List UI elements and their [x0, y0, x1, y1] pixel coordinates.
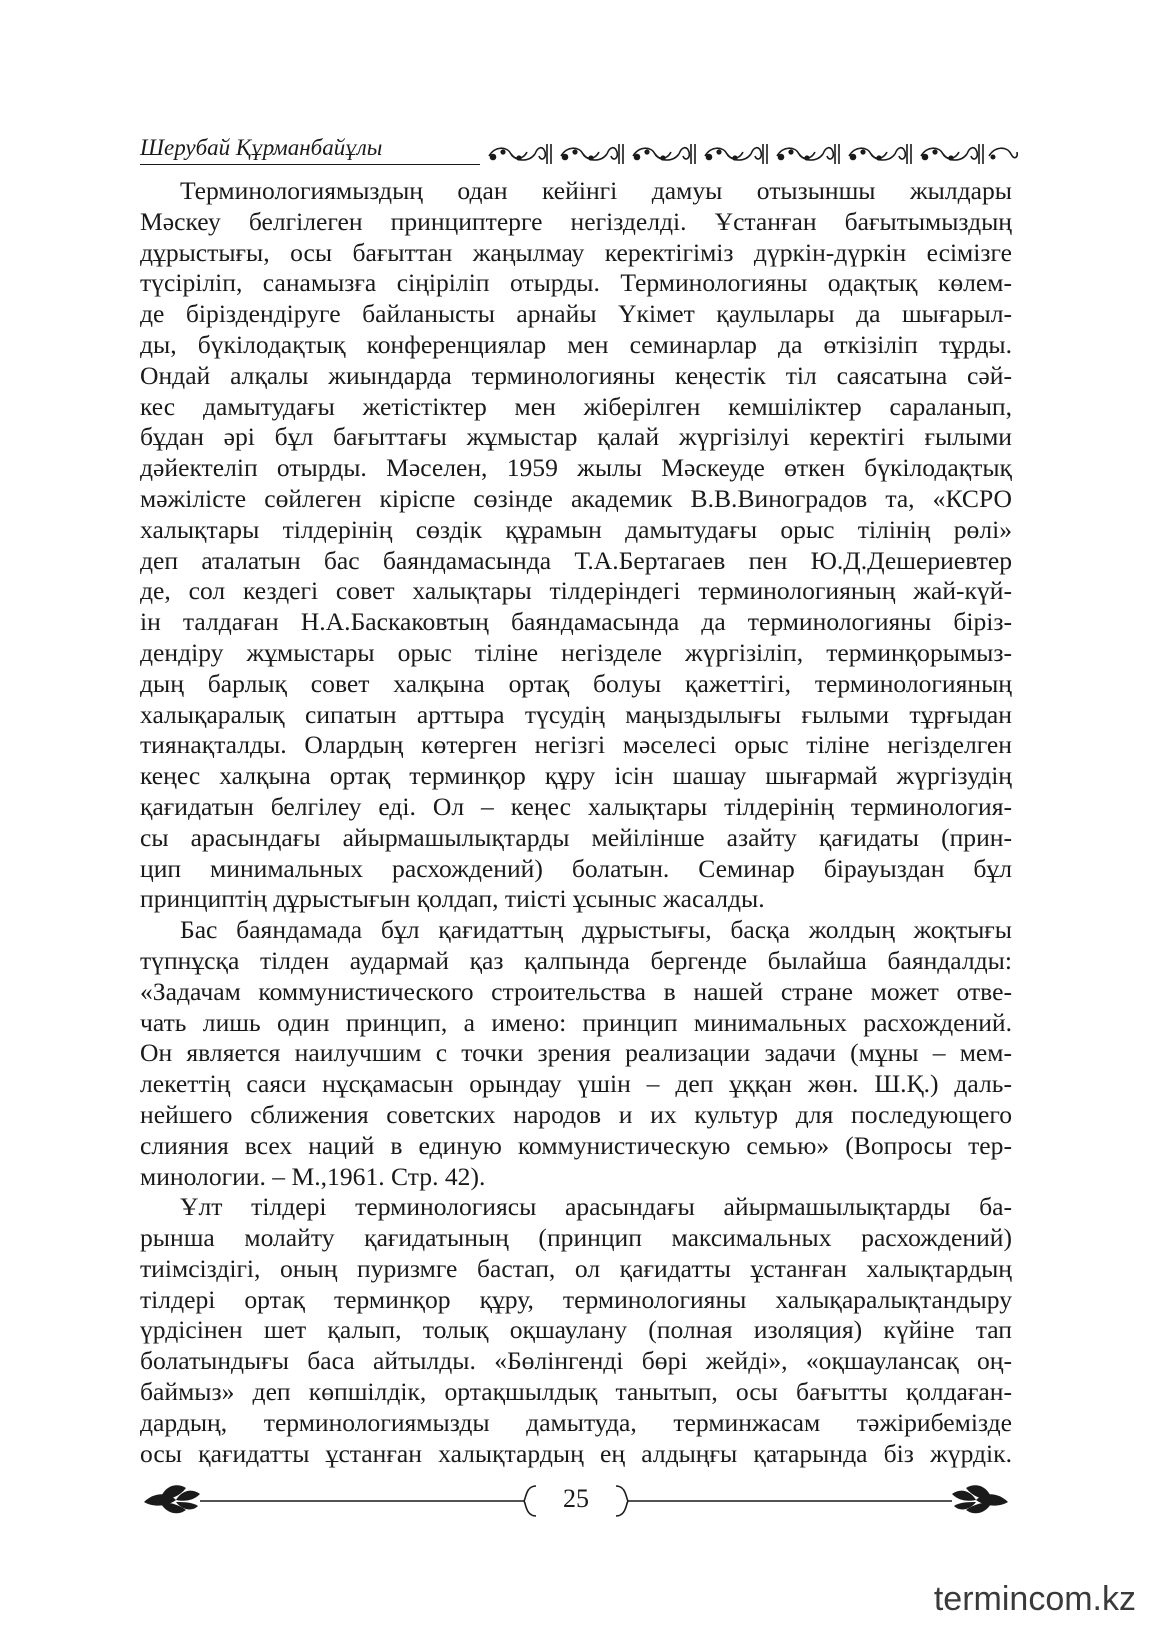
text-line: дендіру жұмыстары орыс тіліне негізделе жүргізіліп, терминқорымыз-: [140, 637, 1012, 667]
text-line: халықаралық сипатын арттыра түсудің маңыздылығы ғылыми тұрғыдан: [140, 699, 1012, 729]
text-line: чать лишь один принцип, а имено: принцип минимальных расхождений.: [140, 1007, 1012, 1037]
text-line: рынша молайту қағидатының (принцип максимальных расхождений): [140, 1223, 1012, 1253]
text-line: тілдері ортақ терминқор құру, терминологияны халықаралықтандыру: [140, 1284, 1012, 1314]
text-line: тиянақталды. Олардың көтерген негізгі мәселесі орыс тіліне негізделген: [140, 730, 1012, 760]
text-line: баймыз» деп көпшілдік, ортақшылдық танытып, осы бағытты қолдаған-: [140, 1377, 1012, 1407]
paragraph-2: [140, 915, 1012, 1192]
text-line: принциптің дұрыстығын қолдап, тиісті ұсыныс жасалды.: [140, 884, 765, 914]
text-line: слияния всех наций в единую коммунистическую семью» (Вопросы тер-: [140, 1130, 1012, 1160]
text-line: Терминологиямыздың одан кейінгі дамуы отызыншы жылдары: [180, 176, 1012, 205]
text-line: Он является наилучшим с точки зрения реализации задачи (мұны – мем-: [140, 1038, 1012, 1068]
text-line: кеңес халқына ортақ терминқор құру ісін шашау шығармай жүргізудің: [140, 761, 1012, 791]
page-footer: [140, 1478, 1012, 1522]
text-line: тиімсіздігі, оның пуризмге бастап, ол қағидатты ұстанған халықтардың: [140, 1253, 1012, 1283]
paragraph-3: [140, 1192, 1012, 1469]
paragraph-1: [140, 176, 1012, 915]
header-rule: [140, 164, 480, 165]
text-line: «Задачам коммунистического строительства в нашей стране может отве-: [140, 976, 1012, 1006]
text-line: ды, бүкілодақтық конференциялар мен семинарлар да өткізіліп тұрды.: [140, 329, 1012, 359]
text-line: де, сол кездегі совет халықтары тілдеріндегі терминологияның жай-күй-: [140, 576, 1012, 606]
text-line: болатындығы баса айтылды. «Бөлінгенді бөрі жейді», «оқшаулансақ оң-: [140, 1346, 1012, 1376]
text-line: деп аталатын бас баяндамасында Т.А.Бертагаев пен Ю.Д.Дешериевтер: [140, 545, 1012, 575]
running-header: [140, 134, 1020, 170]
text-line: лекеттің саяси нұсқамасын орындау үшін – деп ұққан жөн. Ш.Қ.) даль-: [140, 1069, 1012, 1099]
text-line: Бас баяндамада бұл қағидаттың дұрыстығы, басқа жолдың жоқтығы: [180, 915, 1012, 945]
text-line: үрдісінен шет қалып, толық оқшаулану (полная изоляция) күйіне тап: [140, 1315, 1012, 1345]
text-line: халықтары тілдерінің сөздік құрамын дамытудағы орыс тілінің рөлі»: [140, 514, 1012, 544]
text-line: мәжілісте сөйлеген кіріспе сөзінде академик В.В.Виноградов та, «КСРО: [140, 483, 1012, 513]
site-watermark-logo: [934, 1575, 1136, 1623]
text-line: түпнұсқа тілден аудармай қаз қалпында бергенде былайша баяндалды:: [140, 945, 1012, 975]
text-line: минологии. – М.,1961. Стр. 42).: [140, 1161, 486, 1191]
text-line: Ондай алқалы жиындарда терминологияны кеңестік тіл саясатына сәй-: [140, 360, 1012, 390]
text-line: қағидатын белгілеу еді. Ол – кеңес халықтары тілдерінің терминология-: [140, 791, 1012, 821]
text-line: нейшего сближения советских народов и их культур для последующего: [140, 1099, 1012, 1129]
header-author: Шерубай Құрманбайұлы: [140, 135, 383, 160]
text-line: кес дамытудағы жетістіктер мен жіберілген кемшіліктер сараланып,: [140, 391, 1012, 421]
text-line: осы қағидатты ұстанған халықтардың ең алдыңғы қатарында біз жүрдік.: [140, 1438, 1012, 1468]
page-number: 25: [563, 1484, 589, 1513]
text-line: дың барлық совет халқына ортақ болуы қажеттігі, терминологияның: [140, 668, 1012, 698]
body-text: [140, 176, 1012, 1469]
text-line: ін талдаған Н.А.Баскаковтың баяндамасында да терминологияны біріз-: [140, 607, 1012, 637]
text-line: бұдан әрі бұл бағыттағы жұмыстар қалай жүргізілуі керектігі ғылыми: [140, 422, 1012, 452]
text-line: де біріздендіруге байланысты арнайы Үкімет қаулылары да шығарыл-: [140, 299, 1012, 329]
text-line: цип минимальных расхождений) болатын. Семинар бірауыздан бұл: [140, 853, 1012, 883]
text-line: Мәскеу белгілеген принциптерге негізделді. Ұстанған бағытымыздың: [140, 206, 1012, 236]
text-line: дардың, терминологиямызды дамытуда, терминжасам тәжірибемізде: [140, 1407, 1012, 1437]
text-line: түсіріліп, санамызға сіңіріліп отырды. Терминологияны одақтық көлем-: [140, 268, 1012, 298]
watermark-text: termincom.kz: [933, 1579, 1136, 1618]
header-ornament-icon: [485, 140, 1020, 168]
text-line: сы арасындағы айырмашылықтарды мейілінше азайту қағидаты (прин-: [140, 822, 1012, 852]
text-line: Ұлт тілдері терминологиясы арасындағы айырмашылықтарды ба-: [180, 1192, 1012, 1222]
text-line: дәйектеліп отырды. Мәселен, 1959 жылы Мәскеуде өткен бүкілодақтық: [140, 453, 1012, 483]
text-line: дұрыстығы, осы бағыттан жаңылмау керектігіміз дүркін-дүркін есімізге: [140, 237, 1012, 267]
